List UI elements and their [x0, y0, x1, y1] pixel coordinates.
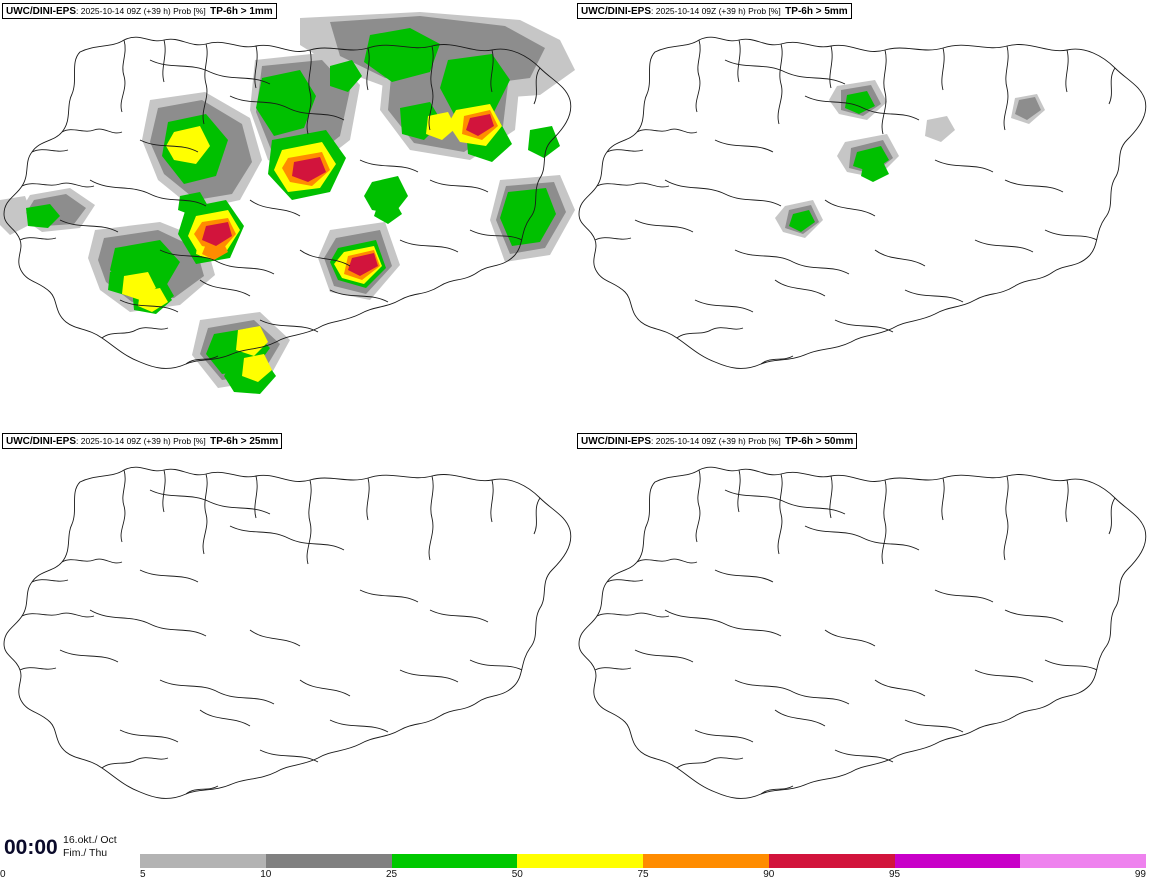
run-label: 2025-10-14 09Z (+39 h) Prob [%]	[655, 6, 781, 16]
panel-title-1mm: UWC/DINI-EPS: 2025-10-14 09Z (+39 h) Prob [%] TP-6h > 1mm	[2, 3, 277, 19]
colorbar-bin	[140, 854, 266, 868]
panel-tp6h-1mm[interactable]	[0, 0, 575, 430]
colorbar-tick: 50	[511, 869, 523, 880]
footer-bar	[0, 826, 1150, 891]
colorbar-bin	[392, 854, 518, 868]
colorbar-zero-label: 0	[0, 869, 6, 880]
panel-tp6h-50mm[interactable]	[575, 430, 1150, 860]
model-label: UWC/DINI-EPS	[581, 6, 651, 17]
colorbar-tick: 10	[260, 869, 272, 880]
colorbar-bin	[769, 854, 895, 868]
map-canvas-50mm[interactable]	[575, 430, 1150, 860]
colorbar-bin	[266, 854, 392, 868]
colorbar-bin	[517, 854, 643, 868]
run-label: 2025-10-14 09Z (+39 h) Prob [%]	[655, 436, 781, 446]
valid-date: 16.okt./ Oct	[63, 834, 117, 846]
valid-time: 00:00	[4, 836, 58, 859]
model-label: UWC/DINI-EPS	[6, 436, 76, 447]
panel-title-25mm: UWC/DINI-EPS: 2025-10-14 09Z (+39 h) Prob [%] TP-6h > 25mm	[2, 433, 282, 449]
coastline-overlay	[4, 467, 571, 798]
threshold-label: TP-6h > 1mm	[210, 6, 273, 17]
run-label: 2025-10-14 09Z (+39 h) Prob [%]	[80, 436, 206, 446]
panel-tp6h-5mm[interactable]	[575, 0, 1150, 430]
map-canvas-25mm[interactable]	[0, 430, 575, 860]
panel-title-5mm: UWC/DINI-EPS: 2025-10-14 09Z (+39 h) Prob [%] TP-6h > 5mm	[577, 3, 852, 19]
colorbar-bin	[643, 854, 769, 868]
colorbar-tick: 75	[637, 869, 649, 880]
colorbar	[140, 854, 1146, 890]
colorbar-bin	[1020, 854, 1146, 868]
colorbar-tick: 95	[888, 869, 901, 880]
map-canvas-1mm[interactable]	[0, 0, 575, 430]
map-canvas-5mm[interactable]	[575, 0, 1150, 430]
prob-field-grey-mid	[785, 85, 1041, 234]
valid-date-block	[63, 834, 117, 860]
colorbar-tick: 99	[1134, 869, 1146, 880]
valid-weekday: Fim./ Thu	[63, 847, 108, 859]
colorbar-bin	[895, 854, 1021, 868]
prob-field-green	[26, 28, 560, 394]
colorbar-strip	[140, 854, 1146, 868]
colorbar-tick: 5	[140, 869, 146, 880]
colorbar-tick: 25	[385, 869, 398, 880]
model-label: UWC/DINI-EPS	[6, 6, 76, 17]
colorbar-tick: 90	[763, 869, 775, 880]
panel-title-50mm: UWC/DINI-EPS: 2025-10-14 09Z (+39 h) Prob [%] TP-6h > 50mm	[577, 433, 857, 449]
model-label: UWC/DINI-EPS	[581, 436, 651, 447]
run-label: 2025-10-14 09Z (+39 h) Prob [%]	[80, 6, 206, 16]
prob-field-grey-light	[775, 80, 1045, 238]
panel-tp6h-25mm[interactable]	[0, 430, 575, 860]
coastline-overlay	[579, 467, 1146, 798]
threshold-label: TP-6h > 5mm	[785, 6, 848, 17]
colorbar-ticks	[140, 869, 1146, 883]
threshold-label: TP-6h > 50mm	[785, 436, 854, 447]
threshold-label: TP-6h > 25mm	[210, 436, 279, 447]
